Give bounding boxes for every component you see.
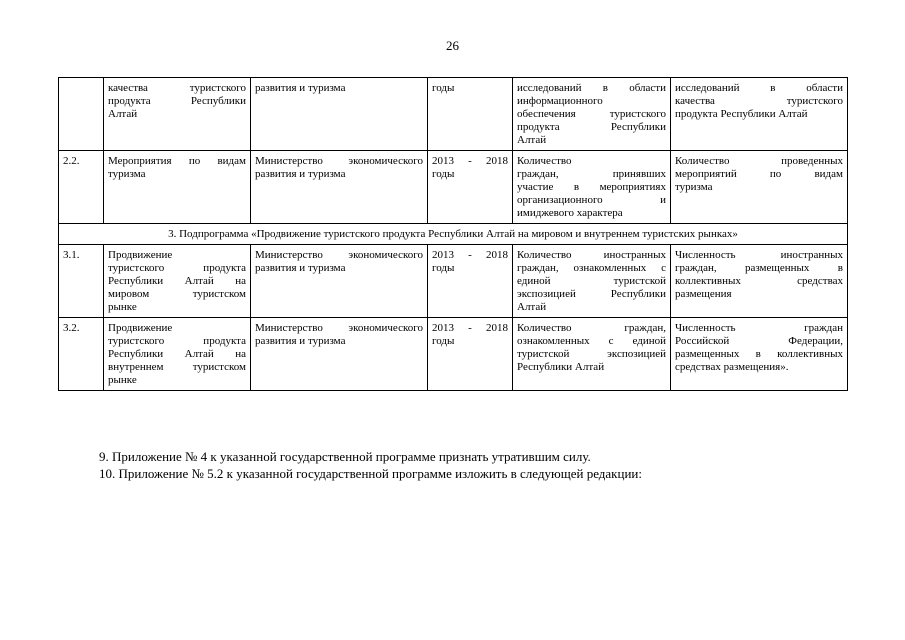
- cell-line: годы: [432, 168, 455, 180]
- cell-line: Численность граждан: [675, 322, 843, 334]
- cell-line: исследований в области: [517, 82, 666, 94]
- cell-line: информационного: [517, 95, 603, 107]
- cell-line: качества туристского: [108, 82, 246, 94]
- years-cell: [428, 318, 513, 391]
- cell-line: внутреннем туристском: [108, 361, 246, 373]
- cell-line: годы: [432, 335, 455, 347]
- page-number: 26: [446, 38, 459, 53]
- cell-line: развития и туризма: [255, 262, 346, 274]
- cell-line: туризма: [108, 168, 146, 180]
- result-cell: [671, 318, 848, 391]
- cell-line: мировом туристском: [108, 288, 246, 300]
- cell-line: участие в мероприятиях: [517, 181, 666, 193]
- table-row: [59, 151, 848, 224]
- years-cell: [428, 245, 513, 318]
- event-cell: [104, 78, 251, 151]
- event-cell: [104, 245, 251, 318]
- cell-line: исследований в области: [675, 82, 843, 94]
- cell-line: Алтай: [517, 301, 547, 313]
- result-cell: [671, 151, 848, 224]
- cell-line: Количество иностранных: [517, 249, 666, 261]
- cell-line: Республики Алтай на: [108, 348, 246, 360]
- cell-line: развития и туризма: [255, 168, 346, 180]
- cell-line: Мероприятия по видам: [108, 155, 246, 167]
- cell-line: 2013 - 2018: [432, 249, 508, 261]
- event-cell: [104, 151, 251, 224]
- cell-line: туристской экспозицией: [517, 348, 666, 360]
- cell-line: 2013 - 2018: [432, 322, 508, 334]
- row-number-cell: 3.2.: [59, 318, 104, 391]
- row-number-cell: [59, 78, 104, 151]
- cell-line: коллективных средствах: [675, 275, 843, 287]
- cell-line: обеспечения туристского: [517, 108, 666, 120]
- cell-line: Продвижение: [108, 249, 173, 261]
- cell-line: Министерство экономического: [255, 155, 423, 167]
- cell-line: Министерство экономического: [255, 249, 423, 261]
- indicator-cell: [513, 245, 671, 318]
- event-cell: [104, 318, 251, 391]
- table-row: [59, 318, 848, 391]
- years-cell: [428, 78, 513, 151]
- indicator-cell: [513, 318, 671, 391]
- cell-line: Министерство экономического: [255, 322, 423, 334]
- cell-line: продукта Республики: [517, 121, 666, 133]
- cell-line: развития и туризма: [255, 82, 346, 94]
- cell-line: ознакомленных с единой: [517, 335, 666, 347]
- cell-line: имиджевого характера: [517, 207, 623, 219]
- result-cell: [671, 245, 848, 318]
- cell-line: размещенных в коллективных: [675, 348, 843, 360]
- cell-line: граждан, размещенных в: [675, 262, 843, 274]
- paragraph-9: 9. Приложение № 4 к указанной государственной программе признать утратившим силу.: [99, 449, 591, 464]
- cell-line: продукта Республики Алтай: [675, 108, 808, 120]
- executor-cell: [251, 78, 428, 151]
- cell-line: Продвижение: [108, 322, 173, 334]
- cell-line: Количество проведенных: [675, 155, 843, 167]
- cell-line: Алтай: [517, 134, 547, 146]
- cell-line: Алтай: [108, 108, 138, 120]
- cell-line: Республики Алтай: [517, 361, 605, 373]
- cell-line: рынке: [108, 301, 137, 313]
- years-cell: [428, 151, 513, 224]
- cell-line: годы: [432, 262, 455, 274]
- indicator-cell: [513, 78, 671, 151]
- cell-line: 2013 - 2018: [432, 155, 508, 167]
- cell-line: Количество: [517, 155, 572, 167]
- cell-line: организационного и: [517, 194, 666, 206]
- indicator-cell: [513, 151, 671, 224]
- section-title: 3. Подпрограмма «Продвижение туристского продукта Республики Алтай на мировом и внутреннем туристских рынках»: [59, 224, 848, 245]
- cell-line: мероприятий по видам: [675, 168, 843, 180]
- cell-line: Республики Алтай на: [108, 275, 246, 287]
- cell-line: годы: [432, 82, 455, 94]
- cell-line: развития и туризма: [255, 335, 346, 347]
- cell-line: туристского продукта: [108, 262, 246, 274]
- cell-line: средствах размещения».: [675, 361, 789, 373]
- cell-line: экспозицией Республики: [517, 288, 666, 300]
- program-table: [58, 77, 848, 391]
- cell-line: размещения: [675, 288, 732, 300]
- cell-line: туристского продукта: [108, 335, 246, 347]
- executor-cell: [251, 318, 428, 391]
- executor-cell: [251, 245, 428, 318]
- section-row: [59, 224, 848, 245]
- table-row: [59, 245, 848, 318]
- cell-line: Количество граждан,: [517, 322, 666, 334]
- row-number-cell: 3.1.: [59, 245, 104, 318]
- cell-line: Российской Федерации,: [675, 335, 843, 347]
- cell-line: граждан, принявших: [517, 168, 666, 180]
- paragraph-10: 10. Приложение № 5.2 к указанной государственной программе изложить в следующей редакции:: [99, 466, 642, 481]
- cell-line: Численность иностранных: [675, 249, 843, 261]
- cell-line: граждан, ознакомленных с: [517, 262, 666, 274]
- table-row: [59, 78, 848, 151]
- cell-line: единой туристской: [517, 275, 666, 287]
- cell-line: рынке: [108, 374, 137, 386]
- cell-line: туризма: [675, 181, 713, 193]
- executor-cell: [251, 151, 428, 224]
- row-number-cell: 2.2.: [59, 151, 104, 224]
- cell-line: продукта Республики: [108, 95, 246, 107]
- result-cell: [671, 78, 848, 151]
- cell-line: качества туристского: [675, 95, 843, 107]
